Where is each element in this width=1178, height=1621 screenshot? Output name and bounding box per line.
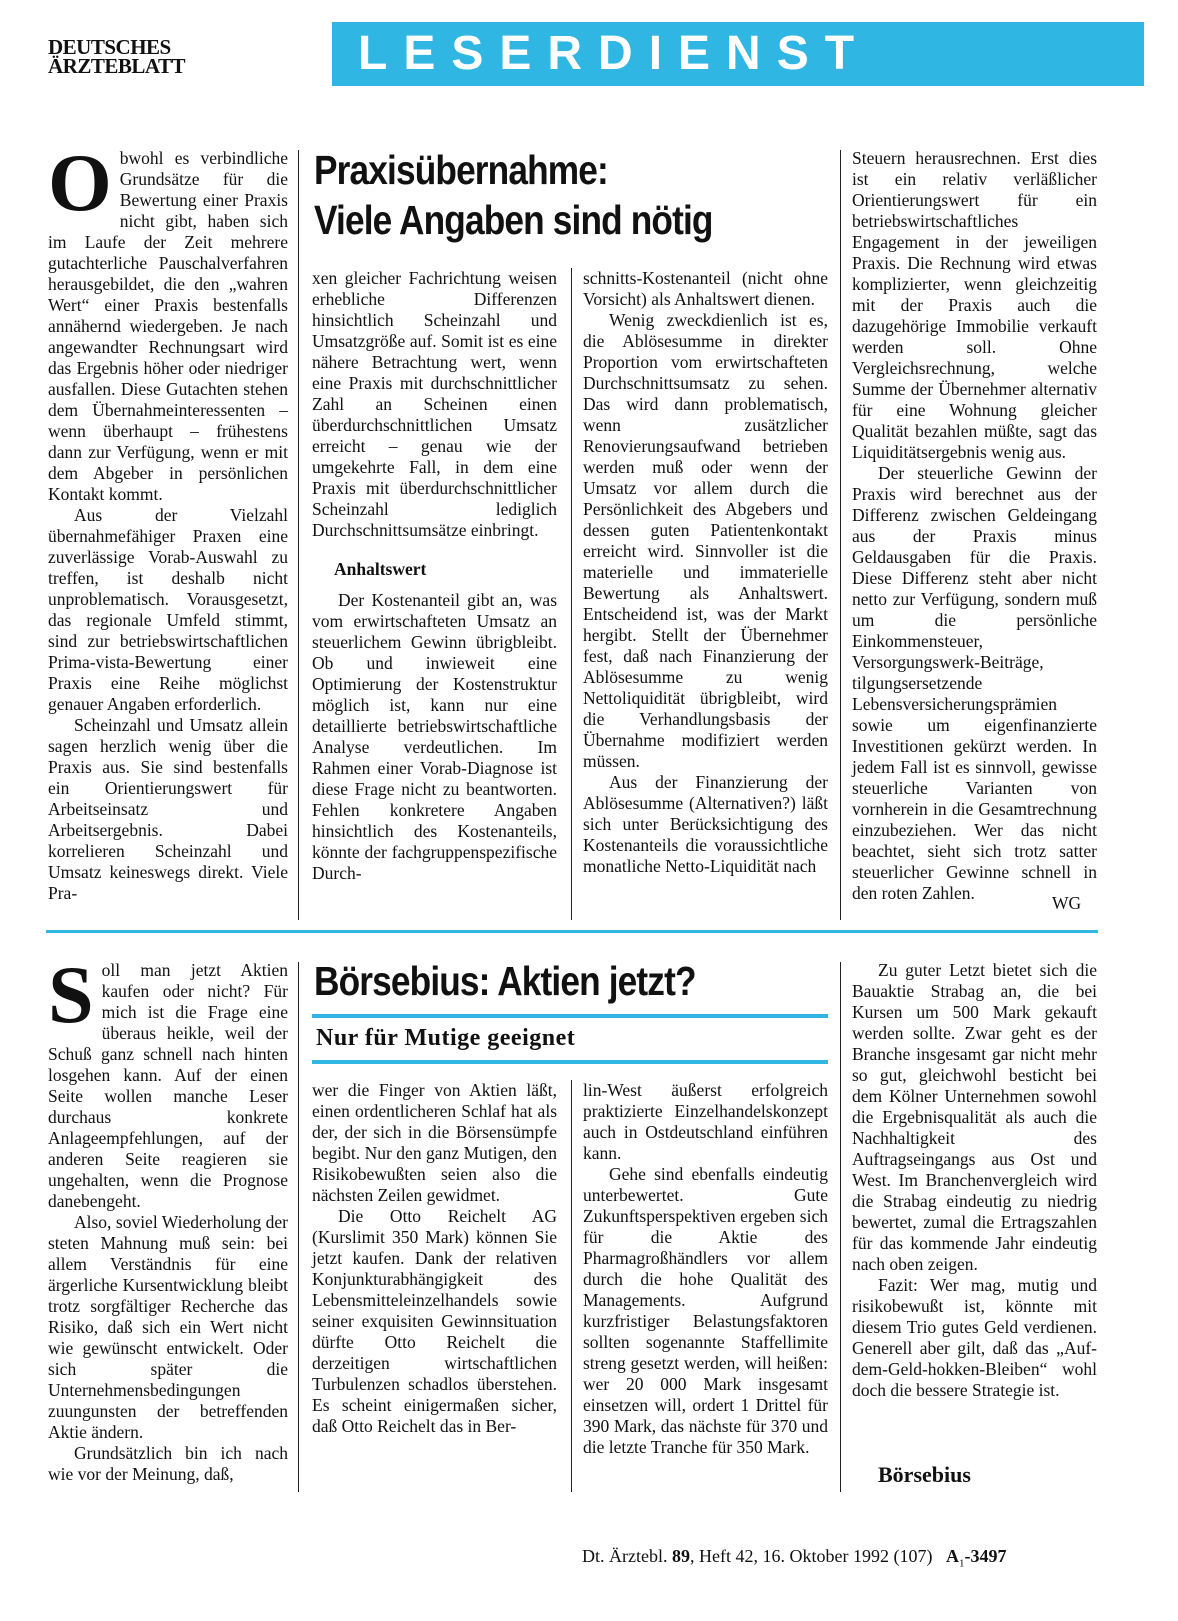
article2-col2-p1: wer die Finger von Aktien läßt, einen ordentlicheren Schlaf hat als der, der sich in die Börsensümpfe begibt. Nur den ganz Mutigen, den Risikobewußten seien also die nächsten Zeilen gewidmet. bbox=[312, 1080, 557, 1205]
headline-rule bbox=[312, 1014, 828, 1018]
article2-subheadline: Nur für Mutige geeignet bbox=[316, 1025, 576, 1051]
article1-column-1 bbox=[48, 137, 288, 904]
article2-col1-p1: oll man jetzt Aktien kaufen oder nicht? Für mich ist die Frage eine überaus heikle, weil der Schuß ganz schnell nach hinten losgehen kann. Auf der einen Seite wollen manche Leser durchaus konkrete Anlageempfehlungen, auf der anderen Seite reagieren sie ungehalten, wenn die Prognose danebengeht. bbox=[48, 960, 288, 1211]
section-banner bbox=[332, 22, 1144, 86]
article1-column-2 bbox=[312, 268, 557, 884]
article2-col1-p3: Grundsätzlich bin ich nach wie vor der Meinung, daß, bbox=[48, 1443, 288, 1484]
footer-page-number: -3497 bbox=[964, 1546, 1007, 1566]
article1-dropcap: O bbox=[48, 137, 112, 228]
article2-col2-p2: Die Otto Reichelt AG (Kurslimit 350 Mark) können Sie jetzt kaufen. Dank der relativen Konjunkturabhängigkeit des Lebensmitteleinzelhandels sowie seiner exquisiten Gewinnsituation dürfte Otto Reichelt die derzeitigen wirtschaftlichen Turbulenzen schadlos überstehen. Es scheint einigermaßen sicher, daß Otto Reichelt das in Ber- bbox=[312, 1206, 557, 1436]
article1-col2-p2: Der Kostenanteil gibt an, was vom erwirtschafteten Umsatz an steuerlichem Gewinn übrigbleibt. Ob und inwieweit eine Optimierung der Kostenstruktur möglich ist, kann nur eine detaillierte betriebswirtschaftliche Analyse verdeutlichen. Im Rahmen einer Vorab-Diagnose ist diese Frage nicht zu beantworten. Fehlen konkretere Angaben hinsichtlich des Kostenanteils, könnte der fachgruppenspezifische Durch- bbox=[312, 590, 557, 883]
masthead-line1: DEUTSCHES bbox=[48, 35, 171, 59]
article1-col3-p1: schnitts-Kostenanteil (nicht ohne Vorsicht) als Anhaltswert dienen. bbox=[583, 268, 828, 309]
footer-page-letter: A bbox=[945, 1546, 959, 1566]
article2-column-4 bbox=[852, 960, 1097, 1401]
article2-col3-p1: lin-West äußerst erfolgreich praktizierte Einzelhandelskonzept auch in Ostdeutschland einführen kann. bbox=[583, 1080, 828, 1163]
article-divider bbox=[46, 930, 1098, 933]
article1-headline bbox=[314, 145, 713, 245]
footer-issue: , Heft 42, 16. Oktober 1992 (107) bbox=[689, 1546, 933, 1566]
column-rule bbox=[840, 150, 841, 920]
column-rule bbox=[840, 962, 841, 1492]
article2-col3-p2: Gehe sind ebenfalls eindeutig unterbewertet. Gute Zukunftsperspektiven ergeben sich für die Aktie des Pharmagroßhändlers vor allem durch die hohe Qualität des Managements. Aufgrund kurzfristiger Belastungsfaktoren sollten sogenannte Staffellimite streng gesetzt werden, will heißen: wer 20 000 Mark insgesamt einsetzen will, ordert 1 Drittel für 390 Mark, das nächste für 370 und die letzte Tranche für 350 Mark. bbox=[583, 1164, 828, 1457]
article1-headline-line1: Praxisübernahme: bbox=[314, 147, 608, 193]
article2-col4-p2: Fazit: Wer mag, mutig und risikobewußt ist, könnte mit diesem Trio gutes Geld verdienen. Generell aber gilt, daß das „Auf-dem-Geld-hokken-Bleiben“ wohl doch die bessere Strategie ist. bbox=[852, 1275, 1097, 1400]
article2-headline: Börsebius: Aktien jetzt? bbox=[314, 958, 696, 1004]
article2-col1-p2: Also, soviel Wiederholung der steten Mahnung muß sein: bei allem Verständnis für eine ärgerliche Kursentwicklung bleibt trotz sorgfältiger Recherche das Risiko, daß sich ein Wert nicht wie gewünscht entwickelt. Oder sich später die Unternehmensbedingungen zuungunsten der betreffenden Aktie ändern. bbox=[48, 1212, 288, 1442]
article1-col4-p2: Der steuerliche Gewinn der Praxis wird berechnet aus der Differenz zwischen Geldeingang aus der Praxis minus Geldausgaben für die Praxis. Diese Differenz steht aber nicht netto zur Verfügung, sondern muß um die persönliche Einkommensteuer, Versorgungswerk-Beiträge, tilgungsersetzende Lebensversicherungsprämien sowie um eigenfinanzierte Investitionen gekürzt werden. In jedem Fall ist es sinnvoll, gewisse steuerliche Varianten von vornherein in die Gesamtrechnung einzubeziehen. Wer das nicht beachtet, sieht sich trotz satter steuerlicher Gewinne schnell in den roten Zahlen. bbox=[852, 463, 1097, 903]
page-footer bbox=[582, 1546, 1006, 1570]
article1-col1-p3: Scheinzahl und Umsatz allein sagen herzlich wenig über die Praxis aus. Sie sind bestenfalls ein Orientierungswert für Arbeitseinsatz und Arbeitsergebnis. Dabei korrelieren Scheinzahl und Umsatz keineswegs direkt. Viele Pra- bbox=[48, 715, 288, 903]
article2-column-3 bbox=[583, 1080, 828, 1458]
article2-column-2 bbox=[312, 1080, 557, 1437]
article1-headline-line2: Viele Angaben sind nötig bbox=[314, 197, 713, 243]
article2-column-1 bbox=[48, 949, 288, 1485]
footer-page-sub: 1 bbox=[958, 1557, 965, 1570]
article2-dropcap: S bbox=[48, 949, 94, 1040]
article1-subhead: Anhaltswert bbox=[334, 559, 427, 579]
masthead-logo bbox=[48, 35, 185, 78]
section-banner-title: LESERDIENST bbox=[358, 27, 871, 80]
article1-column-4 bbox=[852, 148, 1097, 904]
article1-signature: WG bbox=[1052, 893, 1082, 913]
column-rule bbox=[571, 1080, 572, 1492]
column-rule bbox=[298, 150, 299, 920]
subheadline-rule bbox=[312, 1060, 828, 1064]
column-rule bbox=[298, 962, 299, 1492]
column-rule bbox=[571, 268, 572, 920]
article1-column-3 bbox=[583, 268, 828, 877]
article1-col1-p1: bwohl es verbindliche Grundsätze für die Bewertung einer Praxis nicht gibt, haben sich im Laufe der Zeit mehrere gutachterliche Pauschalverfahren herausgebildet, die den „wahren Wert“ einer Praxis bestenfalls annähernd wiedergeben. Je nach angewandter Rechnungsart wird das Ergebnis höher oder niedriger ausfallen. Diese Gutachten stehen dem Übernahmeinteressenten – wenn überhaupt – frühestens dann zur Verfügung, wenn er mit dem Abgeber in persönlichen Kontakt kommt. bbox=[48, 148, 288, 504]
footer-journal: Dt. Ärztebl. bbox=[582, 1546, 672, 1566]
article1-col3-p2: Wenig zweckdienlich ist es, die Ablösesumme in direkter Proportion vom erwirtschafteten Durchschnittsumsatz zu sehen. Das wird dann problematisch, wenn zusätzlicher Renovierungsaufwand betrieben werden muß oder wenn der Umsatz vor allem durch die Persönlichkeit des Abgebers und dessen guten Patientenkontakt erreicht wird. Sinnvoller ist die materielle und immaterielle Bewertung als Anhaltswert. Entscheidend ist, was der Markt hergibt. Stellt der Übernehmer fest, daß nach Finanzierung der Ablösesumme zu wenig Nettoliquidität übrigbleibt, wird die Verhandlungsbasis der Übernahme modifiziert werden müssen. bbox=[583, 310, 828, 771]
article1-col2-p1: xen gleicher Fachrichtung weisen erhebliche Differenzen hinsichtlich Scheinzahl und Umsatzgröße auf. Somit ist es eine nähere Betrachtung wert, wenn eine Praxis mit durchschnittlicher Zahl an Scheinen einen überdurchschnittlichen Umsatz erreicht – genau wie der umgekehrte Fall, in dem eine Praxis mit überdurchschnittlicher Scheinzahl lediglich Durchschnittsumsätze einbringt. bbox=[312, 268, 557, 540]
article2-col4-p1: Zu guter Letzt bietet sich die Bauaktie Strabag an, die bei Kursen um 500 Mark gekauft werden sollte. Zwar geht es der Branche insgesamt gar nicht mehr so gut, gleichwohl besticht bei dem Kölner Unternehmen sowohl die Ergebnisqualität als auch die Nachhaltigkeit des Auftragseingangs aus Ost und West. Im Branchenvergleich wird die Strabag eindeutig zu niedrig bewertet, zumal die Ertragszahlen für das kommende Jahr eindeutig nach oben zeigen. bbox=[852, 960, 1097, 1274]
article2-signature: Börsebius bbox=[878, 1462, 971, 1487]
masthead-line2: ÄRZTEBLATT bbox=[48, 54, 185, 78]
article1-col3-p3: Aus der Finanzierung der Ablösesumme (Alternativen?) läßt sich unter Berücksichtigung des Kostenanteils die voraussichtliche monatliche Netto-Liquidität nach bbox=[583, 772, 828, 876]
article1-col4-p1: Steuern herausrechnen. Erst dies ist ein relativ verläßlicher Orientierungswert für ein betriebswirtschaftliches Engagement in der jeweiligen Praxis. Die Rechnung wird etwas komplizierter, wenn gleichzeitig mit der Praxis auch die dazugehörige Immobilie verkauft werden soll. Ohne Vergleichsrechnung, welche Summe der Übernehmer alternativ für eine Wohnung gleicher Qualität bezahlen müßte, sagt das Liquiditätsergebnis wenig aus. bbox=[852, 148, 1097, 462]
footer-volume: 89 bbox=[671, 1546, 690, 1566]
article1-col1-p2: Aus der Vielzahl übernahmefähiger Praxen eine zuverlässige Vorab-Auswahl zu treffen, ist deshalb nicht unproblematisch. Vorausgesetzt, das regionale Umfeld stimmt, sind zur betriebswirtschaftlichen Prima-vista-Bewertung einer Praxis eine Reihe möglichst genauer Angaben erforderlich. bbox=[48, 505, 288, 714]
